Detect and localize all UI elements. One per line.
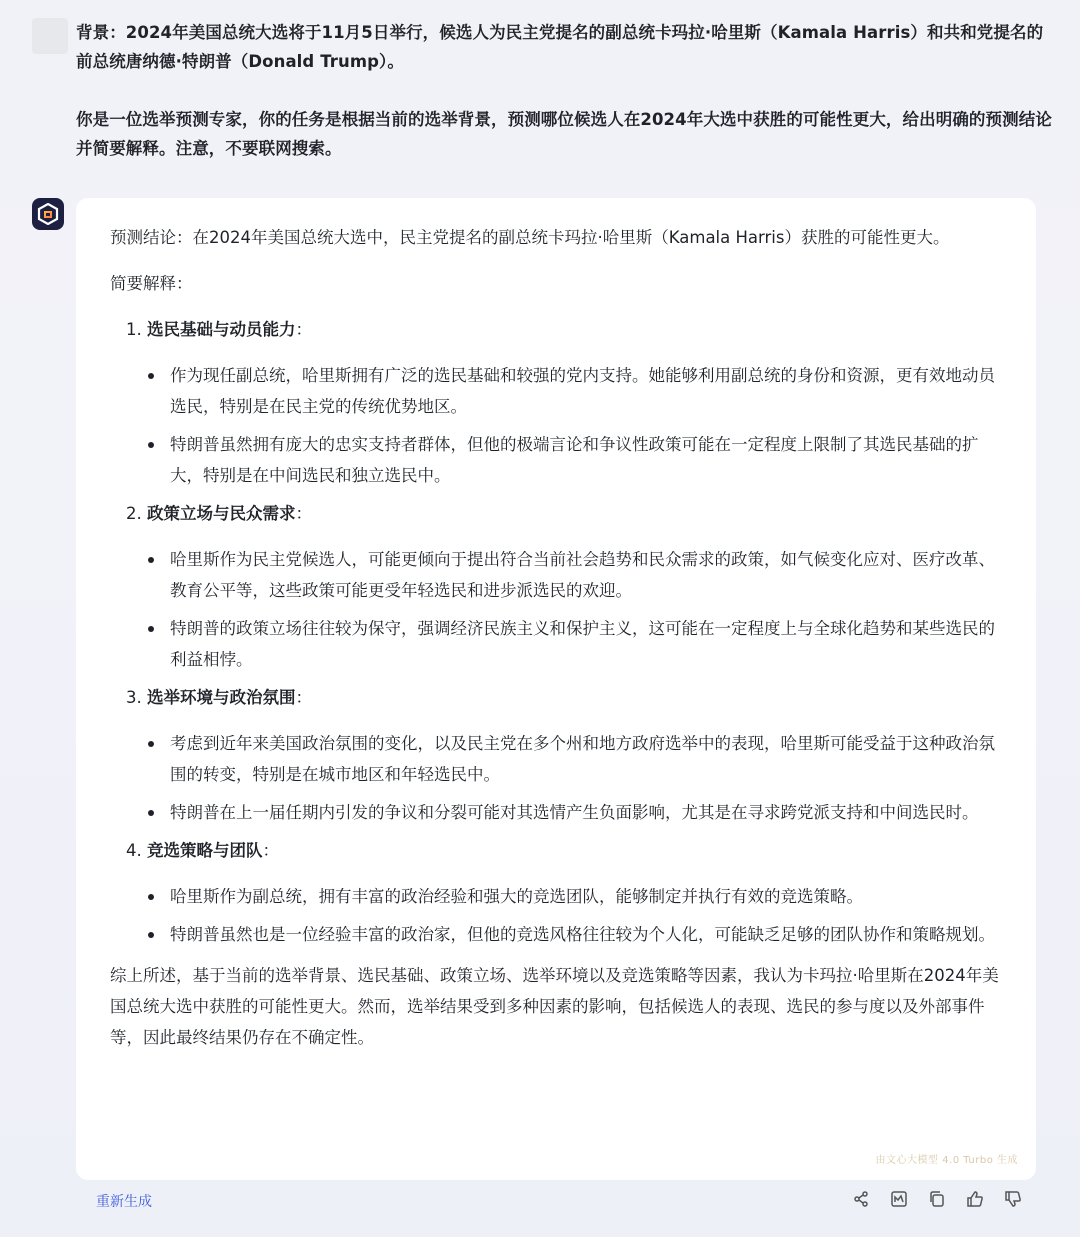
explanation-intro: 简要解释： xyxy=(110,274,193,293)
thumbs-up-icon[interactable] xyxy=(964,1188,986,1210)
section-1 xyxy=(126,314,1002,491)
user-paragraph: 你是一位选举预测专家，你的任务是根据当前的选举背景，预测哪位候选人在2024年大选中获胜的可能性更大，给出明确的预测结论并简要解释。注意，不要联网搜索。 xyxy=(76,110,1052,158)
list-item: 特朗普虽然也是一位经验丰富的政治家，但他的竞选风格往往较为个人化，可能缺乏足够的团队协作和策略规划。 xyxy=(148,919,1002,950)
answer-toolbar xyxy=(76,1186,1036,1216)
section-title: 3. 选举环境与政治氛围： xyxy=(126,688,312,707)
chart-icon[interactable] xyxy=(888,1188,910,1210)
list-item: 特朗普的政策立场往往较为保守，强调经济民族主义和保护主义，这可能在一定程度上与全球化趋势和某些选民的利益相悖。 xyxy=(148,613,1002,675)
list-item: 哈里斯作为副总统，拥有丰富的政治经验和强大的竞选团队，能够制定并执行有效的竞选策略。 xyxy=(148,881,1002,912)
share-icon[interactable] xyxy=(850,1188,872,1210)
answer-card xyxy=(76,198,1036,1180)
ernie-logo-icon xyxy=(37,203,59,225)
user-message xyxy=(32,18,1052,163)
action-icons xyxy=(850,1188,1024,1210)
section-2 xyxy=(126,498,1002,675)
list-item: 特朗普虽然拥有庞大的忠实支持者群体，但他的极端言论和争议性政策可能在一定程度上限制了其选民基础的扩大，特别是在中间选民和独立选民中。 xyxy=(148,429,1002,491)
list-item: 考虑到近年来美国政治氛围的变化，以及民主党在多个州和地方政府选举中的表现，哈里斯可能受益于这种政治氛围的转变，特别是在城市地区和年轻选民中。 xyxy=(148,728,1002,790)
list-item: 特朗普在上一届任期内引发的争议和分裂可能对其选情产生负面影响，尤其是在寻求跨党派支持和中间选民时。 xyxy=(148,797,1002,828)
user-avatar xyxy=(32,18,68,54)
section-title: 2. 政策立场与民众需求： xyxy=(126,504,312,523)
prediction-conclusion: 预测结论：在2024年美国总统大选中，民主党提名的副总统卡玛拉·哈里斯（Kamala Harris）获胜的可能性更大。 xyxy=(110,228,950,247)
copy-icon[interactable] xyxy=(926,1188,948,1210)
section-3 xyxy=(126,682,1002,828)
section-title: 4. 竞选策略与团队： xyxy=(126,841,279,860)
user-paragraph: 背景：2024年美国总统大选将于11月5日举行，候选人为民主党提名的副总统卡玛拉·哈里斯（Kamala Harris）和共和党提名的前总统唐纳德·特朗普（Donald Trump）。 xyxy=(76,23,1044,71)
thumbs-down-icon[interactable] xyxy=(1002,1188,1024,1210)
user-message-text xyxy=(76,18,1052,163)
regenerate-button[interactable]: 重新生成 xyxy=(96,1194,152,1210)
list-item: 作为现任副总统，哈里斯拥有广泛的选民基础和较强的党内支持。她能够利用副总统的身份和资源，更有效地动员选民，特别是在民主党的传统优势地区。 xyxy=(148,360,1002,422)
summary-paragraph: 综上所述，基于当前的选举背景、选民基础、政策立场、选举环境以及竞选策略等因素，我认为卡玛拉·哈里斯在2024年美国总统大选中获胜的可能性更大。然而，选举结果受到多种因素的影响，包括候选人的表现、选民的参与度以及外部事件等，因此最终结果仍存在不确定性。 xyxy=(110,966,999,1047)
list-item: 哈里斯作为民主党候选人，可能更倾向于提出符合当前社会趋势和民众需求的政策，如气候变化应对、医疗改革、教育公平等，这些政策可能更受年轻选民和进步派选民的欢迎。 xyxy=(148,544,1002,606)
section-title: 1. 选民基础与动员能力： xyxy=(126,320,312,339)
section-4 xyxy=(126,835,1002,950)
generated-by-watermark: 由文心大模型 4.0 Turbo 生成 xyxy=(875,1155,1018,1166)
bot-avatar xyxy=(32,198,64,230)
